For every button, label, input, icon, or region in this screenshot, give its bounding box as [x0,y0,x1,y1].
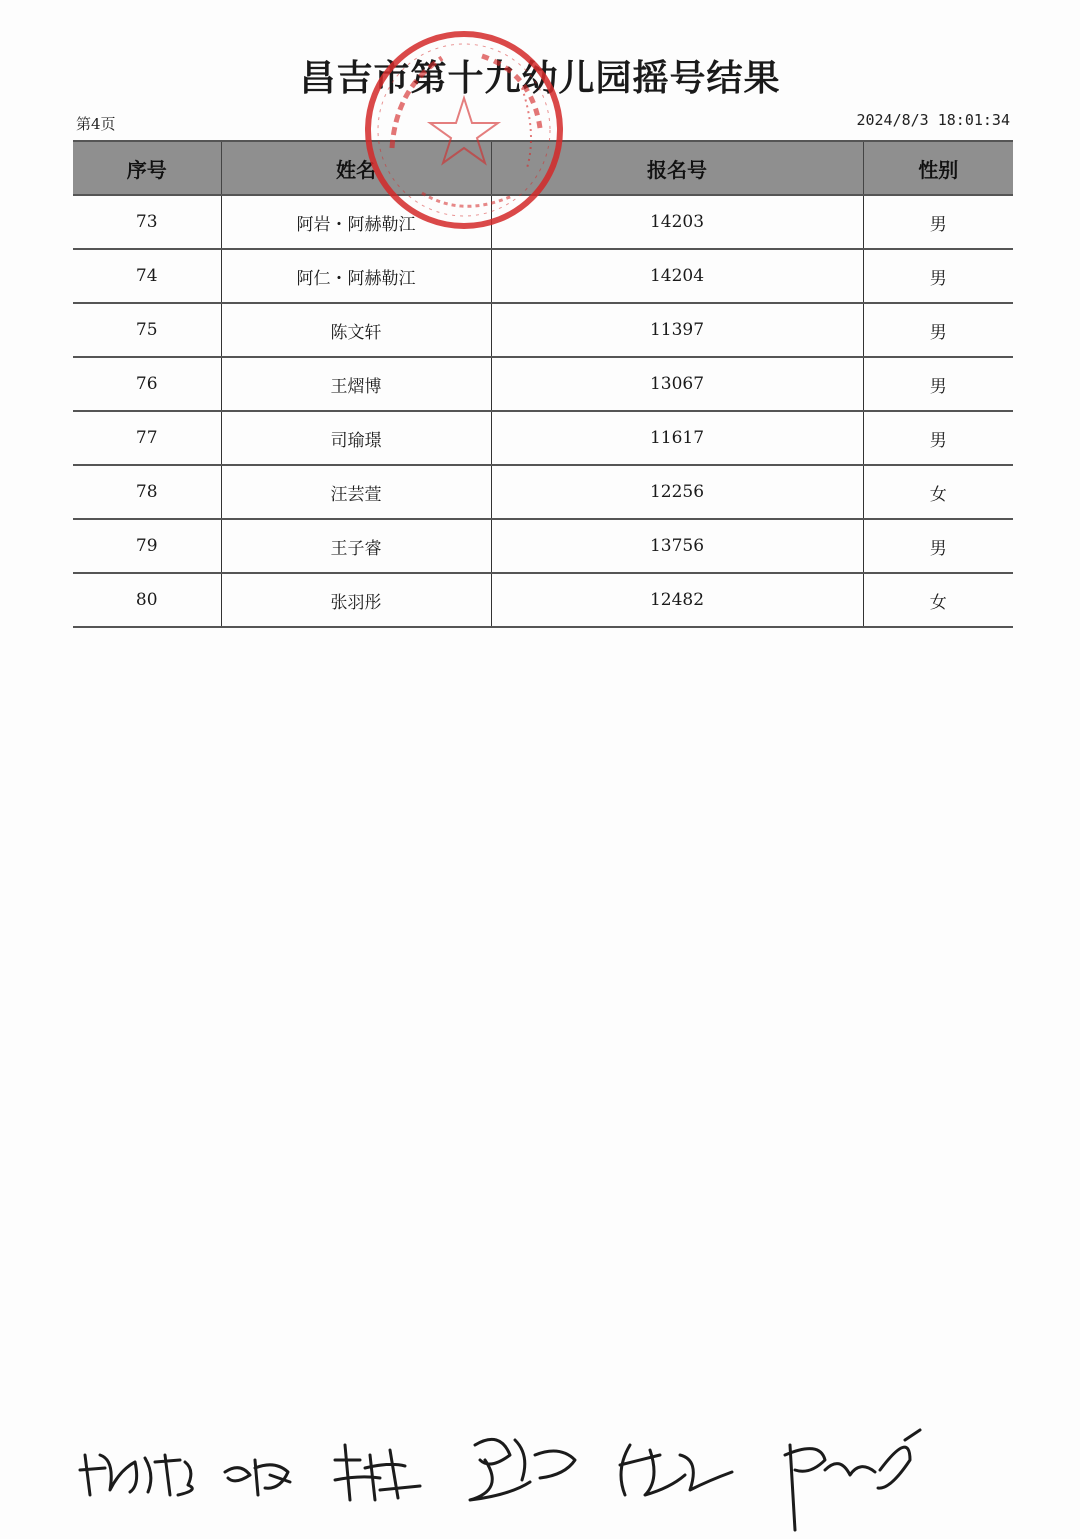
cell-gender: 女 [863,465,1013,519]
handwritten-signatures [60,1400,960,1540]
cell-serial: 78 [73,465,221,519]
cell-registration-no: 13067 [491,357,863,411]
table-row [73,465,1013,519]
cell-name: 汪芸萱 [221,465,491,519]
header-registration-no: 报名号 [491,141,863,195]
table-row [73,249,1013,303]
table-row [73,357,1013,411]
lottery-result-table [73,140,1013,628]
cell-gender: 男 [863,249,1013,303]
cell-gender: 男 [863,357,1013,411]
cell-registration-no: 11397 [491,303,863,357]
cell-name: 王子睿 [221,519,491,573]
cell-serial: 73 [73,195,221,249]
cell-name: 阿岩・阿赫勒江 [221,195,491,249]
cell-name: 王熠博 [221,357,491,411]
cell-registration-no: 14204 [491,249,863,303]
cell-serial: 76 [73,357,221,411]
table-row [73,303,1013,357]
cell-name: 司瑜璟 [221,411,491,465]
cell-gender: 女 [863,573,1013,627]
timestamp: 2024/8/3 18:01:34 [856,111,1010,129]
header-name: 姓名 [221,141,491,195]
cell-gender: 男 [863,411,1013,465]
cell-serial: 75 [73,303,221,357]
header-gender: 性别 [863,141,1013,195]
page-number: 第4页 [76,115,116,133]
cell-registration-no: 13756 [491,519,863,573]
cell-serial: 79 [73,519,221,573]
cell-name: 张羽彤 [221,573,491,627]
cell-name: 陈文轩 [221,303,491,357]
table-row [73,573,1013,627]
table-row [73,411,1013,465]
cell-gender: 男 [863,195,1013,249]
cell-registration-no: 12482 [491,573,863,627]
table-row [73,519,1013,573]
cell-name: 阿仁・阿赫勒江 [221,249,491,303]
cell-gender: 男 [863,303,1013,357]
header-serial: 序号 [73,141,221,195]
table-row [73,195,1013,249]
cell-serial: 74 [73,249,221,303]
table-header-row [73,141,1013,195]
cell-registration-no: 11617 [491,411,863,465]
cell-serial: 77 [73,411,221,465]
cell-gender: 男 [863,519,1013,573]
cell-registration-no: 14203 [491,195,863,249]
cell-registration-no: 12256 [491,465,863,519]
document-title: 昌吉市第十九幼儿园摇号结果 [299,58,781,99]
cell-serial: 80 [73,573,221,627]
